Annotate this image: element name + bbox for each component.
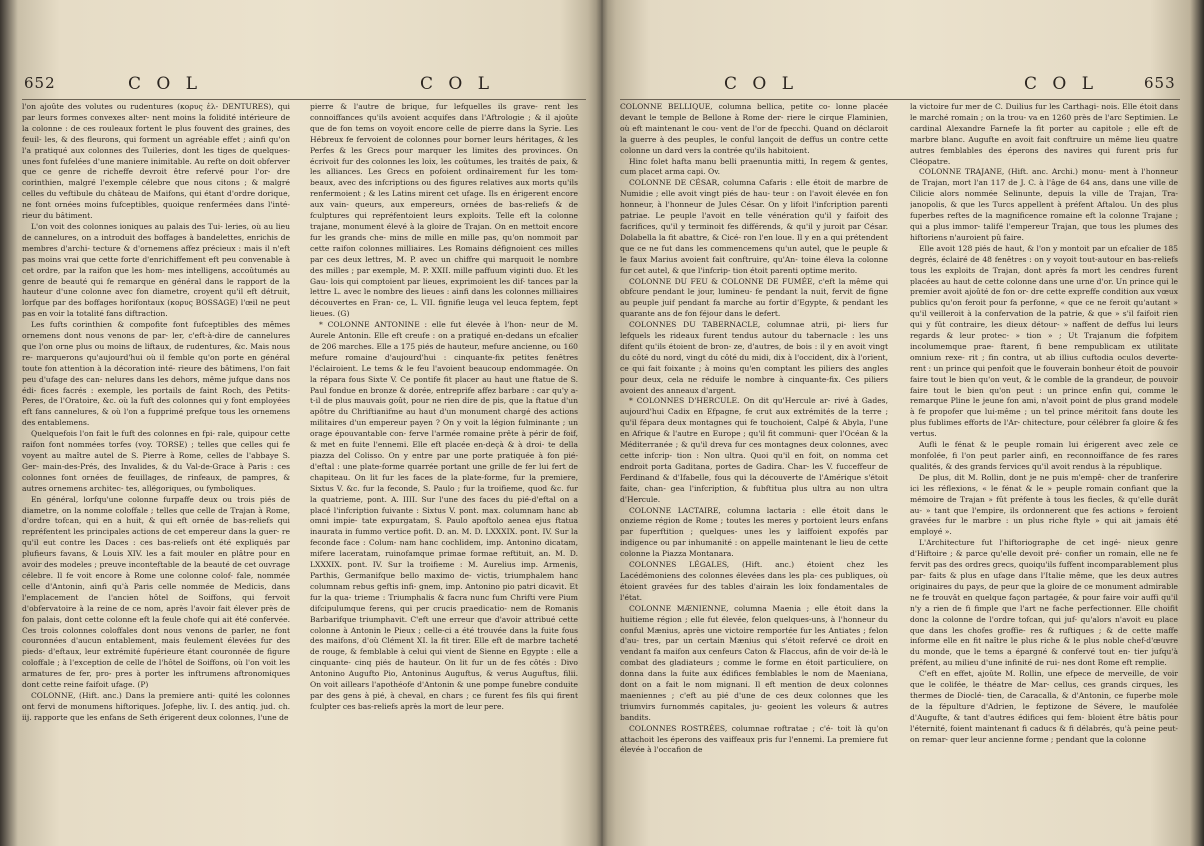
left-page-number: 652 (24, 74, 56, 92)
paragraph: Les fufts corinthien & compofite font fufceptibles des mêmes ornemens dont nous venons de par- ler, c'eft-à-dire de cannelures que l'on orne plus ou moins de liftaux, de rudentures, &c. Mais nous re- marquerons qu'aujourd'hui où il femble qu'on porte en général toute fon attention à la décoration inté- rieure des bâtimens, l'on fait peu d'ufage des can- nelures dans les dehors, même jufque dans nos édi- fices facrés : exemple, les portails de faint Roch, des Petits-Peres, de l'Oratoire, &c. où la fuft des colonnes qui y font employées eft fans cannelures, & où l'on a fupprimé prefque tous les ornemens des entablemens. (22, 320, 290, 428)
paragraph: COLONNE BELLIQUE, columna bellica, petite co- lonne placée devant le temple de Bellone à Rome der- riere le cirque Flaminien, où eft maintenant le cou- vent de l'or de fpecchi. Quand on déclaroit la guerre à des peuples, le conful lançoit de deffus un contre cette colonne un dard vers la contrée qu'ils habitoient. (620, 102, 888, 155)
left-page-column-2 (310, 102, 578, 832)
right-page-column-2 (910, 102, 1178, 832)
left-page-column-1 (22, 102, 290, 832)
right-page-column-1 (620, 102, 888, 832)
paragraph: Quelquefois l'on fait le fuft des colonnes en fpi- rale, quipour cette raifon font nommées torfes (voy. TORSE) ; telles que celles qui fe voyent au maître autel de S. Pierre à Rome, celles de l'abbaye S. Ger- main-des-Prés, des Invalides, & du Val-de-Grace à Paris : ces colonnes font ornées de feuillages, de rinfeaux, de pampres, & autres ornemens architec- tes, allégoriques, ou fymboliques. (22, 429, 290, 493)
paragraph: Hinc folet hafta manu belli praenuntia mitti, In regem & gentes, cum placet arma capi. Ov. (620, 156, 888, 177)
paragraph: COLONNES LÉGALES, (Hift. anc.) étoient chez les Lacédémoniens des colonnes élevées dans les pla- ces publiques, où étoient gravées fur des tables d'airain les loix fondamentales de l'état. (620, 560, 888, 602)
paragraph: Elle avoit 128 piés de haut, & l'on y montoit par un efcalier de 185 degrés, éclairé de 48 fenêtres : on y voyoit tout-autour en bas-reliefs tous les exploits de Trajan, dont après fa mort les cendres furent placées au haut de cette colonne dans une urne d'or. Un prince qui le premier avoit ajoûté de fon or- dre cette expreffe condition aux vœux publics qu'on feroit pour fa perfonne, « que ce ne feroit qu'autant » qu'il veilleroit à la confervation de la patrie, & que » s'il faifoit rien qui y fût contraire, les dieux détour- » naffent de deffus lui leurs regards & leur protec- » tion » ; Ut Trajanum die fofpitem incolumemque prae- ftarent, fi bene rempublicam ex utilitate omnium rexe- rit ; fin contra, ut ab illius cuftodia oculos deverte- rent : un prince qui penfoit que le fouverain bonheur étoit de pouvoir faire tout le bien qu'on veut, & le comble de la grandeur, de pouvoir faire tout le bien qu'on peut : un prince enfin qui, comme le remarque Pline le jeune fon ami, n'avoit point de plus grand modele à fe propofer que lui-même ; un tel prince méritoit fans doute les plus fublimes efforts de l'Ar- chitecture, pour célébrer fa gloire & fes vertus. (910, 243, 1178, 439)
left-head-rule (22, 99, 586, 100)
right-head-word-2: C O L (1024, 74, 1099, 94)
paragraph: C'eft en effet, ajoûte M. Rollin, une efpece de merveille, de voir que le colifée, le théatre de Mar- cellus, ces grands cirques, les thermes de Dioclé- tien, de Caracalla, & d'Antonin, ce fuperbe mole de la fépulture d'Adrien, le feptizone de Sévere, le maufolée d'Augufte, & tant d'autres édifices qui fem- bloient être bâtis pour l'éternité, foient maintenant fi caducs & fi délabrés, qu'à peine peut-on remar- quer leur ancienne forme ; pendant que la colonne (910, 669, 1178, 744)
paragraph: COLONNES DU TABERNACLE, columnae atrii, pi- liers fur lefquels les rideaux furent tendus autour du tabernacle : les uns difent qu'ils étoient de bron- ze, d'autres, de bois : il y en avoit vingt du côté du nord, vingt du côté du midi, dix à l'occident, dix à l'orient, ce qui fait foixante ; à moins qu'en comptant les piliers des angles pour deux, cela ne réduife le nombre à cinquante-fix. Ces piliers avoient des anneaux d'argent. (620, 320, 888, 395)
paragraph: COLONNE LACTAIRE, columna lactaria : elle étoit dans le onzieme région de Rome ; toutes les meres y portoient leurs enfans par fuperftition ; quelques- unes les y laiffoient expofés par indigence ou par inhumanité : on appelle maintenant le lieu de cette colonne la Piazza Montanara. (620, 505, 888, 559)
paragraph: pierre & l'autre de brique, fur lefquelles ils grave- rent les connoiffances qu'ils avoient acquifes dans l'Aftrologie ; & il ajoûte que de fon tems on voyoit encore celle de pierre dans la Syrie. Les Hébreux fe fervoient de colonnes pour borner leurs héritages, & les Perfes & les Grecs pour marquer les limites des provinces. On écrivoit fur des colonnes les loix, les coûtumes, les traités de paix, & les alliances. Les Grecs en pofoient ordinairement fur les tom- beaux, avec des infcriptions ou des figures relatives aux morts qu'ils renfermoient ; & les Latins mirent cet ufage. Ils en érigerent encore aux vain- queurs, aux empereurs, ornées de bas-reliefs & de fculptures qui repréfentoient leurs exploits. Telle eft la colonne trajane, monument élevé à la gloire de Trajan. On en mettoit encore fur les grands che- mins de mille en mille pas, qu'on nommoit par cette raifon colonnes milliaires. Les Romains défignoient ces milles par ces deux lettres, M. P. avec un chiffre qui marquoit le nombre des milles ; par exemple, M. P. XXII. mille paffuum viginti duo. Et les Gau- lois qui comptoient par lieues, exprimoient les dif- tances par la lettre L. avec le nombre des lieues : ainfi dans les colonnes milliaires découvertes en Fran- ce, L. VII. fignifie leuga vel leuca feptem, fept lieues. (G) (310, 102, 578, 319)
right-head-rule (620, 99, 1180, 100)
paragraph: L'Architecture fut l'hiftoriographe de cet ingé- nieux genre d'Hiftoire ; & parce qu'elle devoit pré- confier un romain, elle ne fe fervit pas des ordres grecs, quoiqu'ils fuffent incomparablement plus par- faits & plus en ufage dans l'Italie même, que les deux autres originaires du pays, de peur que la gloire de ce monument admirable ne fe trouvât en quelque façon partagée, & pour faire voir auffi qu'il n'y a rien de fi fimple que l'art ne fache perfectionner. Elle choifit donc la colonne de l'ordre tofcan, qui juf- qu'alors n'avoit eu place que dans les chofes groffie- res & ruftiques ; & de cette maffe informe elle en fit naître le plus riche & le plus noble chef-d'œuvre du monde, que le tems a épargné & confervé tout en- tier jufqu'à préfent, au milieu d'une infinité de rui- nes dont Rome eft remplie. (910, 538, 1178, 668)
paragraph: la victoire fur mer de C. Duilius fur les Carthagi- nois. Elle étoit dans le marché romain ; on la trou- va en 1260 près de l'arc Septimien. Le cardinal Alexandre Farnefe la fit porter au capitole ; elle eft de marbre blanc. Augufte en avoit fait conftruire un même lieu quatre autres femblables des éperons des navires qui furent pris fur Cléopatre. (910, 102, 1178, 166)
left-head-word-2: C O L (420, 74, 495, 94)
paragraph: * COLONNE ANTONINE : elle fut élevée à l'hon- neur de M. Aurele Antonin. Elle eft creufe : on a pratiqué en-dedans un efcalier de 206 marches. Elle a 175 piés de hauteur, mefure ancienne, ou 160 mefure romaine d'aujourd'hui : cinquante-fix petites fenêtres l'éclairoient. Le tems & le feu l'avoient beaucoup endommagée. On la répara fous Sixte V. Ce pontife fit placer au haut une ftatue de S. Paul fondue en bronze & dorée, entreprife affez barbare : car qu'y a-t-il de plus mauvais goût, pour ne rien dire de pis, que la ftatue d'un apôtre du Chriftianifme au haut d'un monument chargé des actions militaires d'un empereur payen ? On y voit la légion fulminante ; un orage épouvantable con- ferve l'armée romaine prête à périr de foif, & met en fuite l'ennemi. Elle eft placée en-deçà & à droi- te della piazza del Colisso. On y entre par une porte pratiquée à fon pié-d'eftal : une plate-forme quarrée portant une grille de fer lui fert de chapiteau. On lit fur les faces de la plate-forme, fur la premiere, Sixtus V. &c. fur la feconde, S. Paulo ; fur la troifieme, quod &c. fur la quatrieme, pont. A. IIII. Sur l'une des faces du pié-d'eftal on a placé l'infcription fuivante : Sixtus V. pont. max. columnam hanc ab omni impie- tate expurgatam, S. Paulo apoftolo aenea ejus ftatua inaurata in fummo vertice pofit. D. an. M. D. LXXXIX. pont. IV. Sur la feconde face : Colum- nam hanc cochlidem, imp. Antonino dicatam, mifere laceratam, ruinofamque primae formae reftituit, an. M. D. LXXXIX. pont. IV. Sur la troifieme : M. Aurelius imp. Armenis, Parthis, Germanifque bello maximo de- victis, triumphalem hanc columnam rebus geftis infi- gnem, imp. Antonino pio patri dicavit. Et fur la qua- trieme : Triumphalis & facra nunc fum Chrifti vere Pium difcipulumque ferens, qui per crucis praedicatio- nem de Romanis Barbarifque triumphavit. C'eft une erreur que d'avoir attribué cette colonne à Antonin le Pieux ; celle-ci a été trouvée dans la fuite fous des maifons, d'où Clément XI. la fit tirer. Elle eft de marbre tacheté de rouge, & femblable à celui qui vient de Sienne en Egypte : elle a cinquante- cinq piés de hauteur. On lit fur un de fes côtés : Divo Antonino Augufto Pio, Antoninus Auguftus, & verus Auguftus, filii. On voit aillears l'apothéofe d'Antonin & une pompe funebre conduite par des gens à pié, à cheval, en chars ; ce furent fes fils qui firent fculpter ces bas-reliefs après la mort de leur pere. (310, 320, 578, 711)
paragraph: Aufli le fénat & le peuple romain lui érigerent avec zele ce monfolée, fi l'on peut parler ainfi, en reconnoiffance de fes rares qualités, & des grands fervices qu'il avoit rendus à la république. (910, 440, 1178, 471)
paragraph: COLONNE DU FEU & COLONNE DE FUMÉE, c'eft la même qui obfcure pendant le jour, lumineu- fe pendant la nuit, fervit de figne au peuple juif pendant fa marche au fortir d'Egypte, & pendant les quarante ans de fon féjour dans le defert. (620, 276, 888, 319)
paragraph: En général, lorfqu'une colonne furpaffe deux ou trois piés de diametre, on la nomme coloffale ; telles que celle de Trajan à Rome, d'ordre tofcan, qui en a huit, & qui eft ornée de bas-reliefs qui repréfentent les principales actions de cet empereur dans la guer- re qu'il eut contre les Daces : ces bas-reliefs ont été expliqués par plufieurs favans, & Louis XIV. les a fait mouler en plâtre pour en avoir des modeles ; preuve inconteftable de la beauté de cet ouvrage célebre. Il fe voit encore à Rome une colonne colof- fale, nommée celle d'Antonin, ainfi qu'à Paris celle nommée de Medicis, dans l'emplacement de l'ancien hôtel de Soiffons, qui fervoit d'obfervatoire à la reine de ce nom, après l'avoir fait élever près de fon palais, dont cette colonne eft la feule chofe qui ait été confervée. Ces trois colonnes coloffales dont nous venons de parler, ne font couronnées d'aucun entablement, mais feulement élevées fur des pieds- d'eftaux, leur extrémité fupérieure étant couronnée de figure coloffale ; à l'exception de celle de l'hôtel de Soiffons, où l'on voit les armatures de fer, pro- pres à porter les inftrumens aftronomiques dont cette reine faifoit ufage. (P) (22, 494, 290, 690)
left-running-head (10, 74, 602, 100)
paragraph: L'on voit des colonnes ioniques au palais des Tui- leries, où au lieu de cannelures, on a introduit des boffages à bandelettes, enrichis de membres d'archi- tecture & d'ornemens affez précieux : mais il n'eft pas moins vrai que cette forte d'enrichiffement eft peu convenable à cet ordre, par la raifon que les hom- mes intelligens, accoûtumés au genre de beauté qui fe remarque en général dans le rapport de la hauteur d'une colonne avec fon diametre, croyent qu'il eft détruit, lorfque par des boffages horifontaux (κορυς BOSSAGE) l'œil ne peut pas en voir la totalité fans diftraction. (22, 221, 290, 319)
paragraph: COLONNE TRAJANE, (Hift. anc. Archi.) monu- ment à l'honneur de Trajan, mort l'an 117 de J. C. à l'âge de 64 ans, dans une ville de Cilicie alors nommée Selinunte, depuis la ville de Trajan, Tra- janopolis, & que les Turcs appellent à préfent Aftalou. Un des plus fuperbes reftes de la magnificence romaine eft la colonne Trajane ; qui a plus immor- talifé l'empereur Trajan, que tous les plumes des hiftoriens n'auroient pû faire. (910, 167, 1178, 242)
right-page (604, 0, 1196, 846)
left-head-word-1: C O L (128, 74, 203, 94)
paragraph: l'on ajoûte des volutes ou rudentures (κορυς ἑλ- DENTURES), qui par leurs formes convexes alter- nent moins la folidité intérieure de la colonne : de ces rouleaux fortent le plus fouvent des graines, des feuil- les, & des fleurons, qui forment un agréable effet ; ainfi qu'on l'a pratiqué aux colonnes des Tuileries, dont les tiges de quelques-unes font fufelées d'une maniere inimitable. Au refte on doit obferver que ce genre de richeffe devroit être refervé pour l'or- dre corinthien, malgré l'exemple célebre que nous citons ; & malgré celles du veftibule du château de Maifons, qui étant d'ordre dorique, ne font ornées moins fufceptibles, quoique renfermées dans l'inté- rieur du bâtiment. (22, 102, 290, 221)
paragraph: * COLONNES D'HERCULE. On dit qu'Hercule ar- rivé à Gades, aujourd'hui Cadix en Efpagne, fe crut aux extrémités de la terre ; qu'il fépara deux montagnes qui fe touchoient, Calpé & Abyla, l'une en Afrique & l'autre en Europe ; qu'il fit communi- quer l'Océan & la Méditerranée ; & qu'il dreva fur ces montagnes deux colonnes, avec cette infcrip- tion : Non ultra. Quoi qu'il en foit, on nomma cet endroit porta Gaditana, portes de Gadira. Char- les V. fucceffeur de Ferdinand & d'Ifabelle, fous qui la découverte de l'Amérique s'étoit faite, chan- gea l'infcription, & fubftitua plus ultra au non ultra d'Hercule. (620, 396, 888, 504)
right-page-number: 653 (1144, 74, 1176, 92)
right-running-head (604, 74, 1196, 100)
right-head-word-1: C O L (724, 74, 799, 94)
paragraph: COLONNES ROSTRÉES, columnae roftratae ; c'é- toit là qu'on attachoit les éperons des vaiffeaux pris fur l'ennemi. La premiere fut élevée à l'occafion de (620, 723, 888, 755)
paragraph: COLONNE, (Hift. anc.) Dans la premiere anti- quité les colonnes ont fervi de monumens hiftoriques. Jofephe, liv. I. des antiq. jud. ch. iij. rapporte que les enfans de Seth érigerent deux colonnes, l'une de (22, 690, 290, 722)
paragraph: COLONNE DE CÉSAR, columna Cafaris : elle étoit de marbre de Numidie ; elle avoit vingt piés de hau- teur : on l'avoit élevée en fon honneur, à l'honneur de Jules César. On y lifoit l'infcription parenti patriae. Le peuple l'avoit en telle vénération qu'il y faifoit des facrifices, qu'il y terminoit fes différends, & qu'il y juroit par César. Dolabella la fit abattre, & Cicé- ron l'en loue. Il y en a qui prétendent que ce ne fut dans les commencemens qu'un autel, que le peuple & le faux Marius avoient fait conftruire, qu'An- toine éleva la colonne fur cet autel, & que l'infcrip- tion étoit parenti optime merito. (620, 178, 888, 275)
left-page (10, 0, 602, 846)
paragraph: De plus, dit M. Rollin, dont je ne puis m'empê- cher de tranferire ici les réflexions, « le fénat & le » peuple romain confiant que la mémoire de Trajan » fût préfente à tous les fiecles, & qu'elle durât au- » tant que l'empire, ils ordonnerent que fes actions » feroient gravées fur le marbre : un plus riche ftyle » qui ait jamais été employé ». (910, 472, 1178, 537)
paragraph: COLONNE MÆNIENNE, columna Maenia ; elle étoit dans la huitieme région ; elle fut élevée, felon quelques-uns, à l'honneur du conful Mænius, après une victoire remportée fur les Antiates ; felon d'au- tres, par un certain Mænius qui s'étoit refervé ce droit en vendant fa maifon aux cenfeurs Caton & Flaccus, afin de voir de-là le combat des gladiateurs ; comme le forme en étoit particuliere, on donna dans la fuite aux édifices femblables le nom de Maeniana, dont on a fait le nom mignani. Il eft mention de deux colonnes maeniennes ; c'eft au pié d'une de ces deux colonnes que les triumvirs furnommés capitales, ju- geoient les voleurs & autres bandits. (620, 603, 888, 722)
